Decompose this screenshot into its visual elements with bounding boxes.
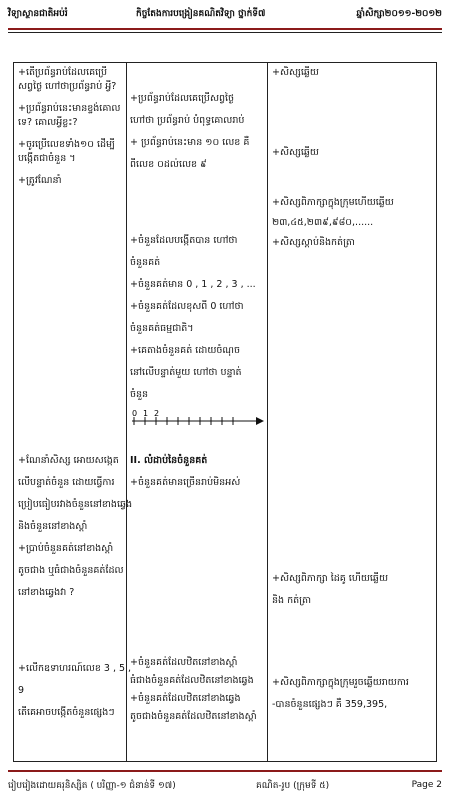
content-line: +ចំនួនគត់ដែលឋិតនៅខាងឆ្វេង: [130, 693, 241, 704]
page-header: [8, 4, 442, 26]
content-line: +គេតាងចំនួនគត់ ដោយចំណុច: [130, 345, 241, 356]
content-line: +ចំនួនគត់ដែលឋិតនៅខាងស្តាំ: [130, 657, 238, 668]
student-line: ២៣,៤៥,២៣៩,៩៨០,......: [272, 217, 374, 228]
teacher-line: +តើប្រព័ន្ធរាប់ដែលគេប្រើ: [18, 67, 107, 78]
column-divider-1: [126, 63, 127, 761]
teacher-line: +ត្រូវណែនាំ: [18, 175, 62, 186]
teacher-line: 9: [18, 685, 25, 696]
content-line: + ប្រព័ន្ធរាប់នេះមាន ១០ លេខ គឺ: [130, 137, 250, 148]
content-line: នៅលើបន្ទាត់មួយ ហៅថា បន្ទាត់: [130, 367, 242, 378]
teacher-line: សព្វថ្ងៃ ហៅថាប្រព័ន្ធរាប់ អ្វី?: [18, 81, 117, 92]
number-line-arrow: [256, 417, 264, 425]
teacher-line: បង្កើតជាចំនួន ។: [18, 153, 76, 164]
content-line: ហៅថា ប្រព័ន្ធរាប់ បំពុទ្ធគោលរាប់: [130, 115, 245, 126]
teacher-line: +ណែនាំសិស្ស អោយសង្កេត: [18, 455, 119, 466]
teacher-line: +ចូរប្រើលេខទាំង១០ ដើម្បី: [18, 139, 115, 150]
content-line: +ចំនួនដែលបង្កើតបាន ហៅថា: [130, 235, 238, 246]
teacher-line: និងចំនួននៅខាងស្តាំ: [18, 521, 88, 532]
header-title: កិច្ចតែងការបង្រៀនគណិតវិទ្យា ថ្នាក់ទី៧: [136, 9, 266, 19]
number-line-label-0: 0: [132, 409, 138, 418]
header-school-year: ឆ្នាំសិក្សា២០១១-២០១២: [356, 9, 442, 19]
student-line: +សិស្សឆ្លើយ: [272, 67, 319, 78]
teacher-line: +លើកឧទាហរណ៍លេខ 3 , 5 ,: [18, 663, 132, 674]
content-line: ចំនួនគត់: [130, 257, 161, 268]
teacher-line: តូចជាង ឬធំជាងចំនួនគត់ដែល: [18, 565, 124, 576]
footer-rule-thick: [8, 770, 442, 772]
teacher-line: លើបន្ទាត់ចំនួន ដោយធ្វើការ: [18, 477, 115, 488]
section-heading: II. លំដាប់នៃចំនួនគត់: [130, 455, 208, 466]
content-line: +ចំនួនគត់មានច្រើនរាប់មិនអស់: [130, 477, 241, 488]
student-line: +សិស្សស្តាប់និងកត់ត្រា: [272, 237, 355, 248]
number-line-label-2: 2: [154, 409, 160, 418]
footer-page-number: Page 2: [411, 780, 442, 790]
student-line: +សិស្សឆ្លើយ: [272, 147, 319, 158]
lesson-table: [13, 62, 437, 762]
content-line: ចំនួនគត់ធម្មជាតិ។: [130, 323, 194, 334]
header-institute: វិទ្យាស្ថានជាតិអប់រំ: [8, 9, 68, 19]
number-line-label-1: 1: [143, 409, 149, 418]
student-line: និង កត់ត្រា: [272, 595, 312, 606]
teacher-line: ទេ? គោលអ្វីខ្លះ?: [18, 117, 78, 128]
teacher-line: នៅខាងឆ្វេងវា ?: [18, 587, 75, 598]
footer-group: គណិត-រូប (ក្រុមទី ៥): [256, 781, 330, 791]
column-divider-2: [267, 63, 268, 761]
content-line: ធំជាងចំនួនគត់ដែលឋិតនៅខាងឆ្វេង: [130, 675, 254, 686]
student-line: +សិស្សពិភាក្សាក្នុងក្រុមហើយឆ្លើយ: [272, 197, 394, 208]
content-line: តូចជាងចំនួនគត់ដែលឋិតនៅខាងស្តាំ: [130, 711, 257, 722]
teacher-line: ប្រៀបធៀបរវាងចំនួននៅខាងឆ្វេង: [18, 499, 133, 510]
content-line: ចំនួន: [130, 389, 149, 400]
header-rule-thin: [8, 32, 442, 33]
content-line: +ចំនួនគត់ដែលខុសពី 0 ហៅថា: [130, 301, 244, 312]
teacher-line: +ប្រាប់ចំនួនគត់នៅខាងស្តាំ: [18, 543, 114, 554]
student-line: +សិស្សពិភាក្សា ដៃគូ ហើយឆ្លើយ: [272, 573, 389, 584]
student-line: +សិស្សពិភាក្សាក្នុងក្រុមរួចឆ្លើយរាយការ: [272, 677, 409, 688]
header-rule-thick: [8, 28, 442, 30]
student-line: -បានចំនួនផ្សេងៗ គឺ 359,395,: [272, 699, 388, 710]
teacher-line: +ប្រព័ន្ធរាប់នេះមានខ្ទង់គោល: [18, 103, 121, 114]
content-line: +ប្រព័ន្ធរាប់ដែលគេប្រើសព្វថ្ងៃ: [130, 93, 235, 104]
content-line: ពីលេខ ០ដល់លេខ ៩: [130, 159, 207, 170]
number-line: [130, 407, 266, 433]
teacher-line: តើគេអាចបង្កើតចំនួនផ្សេងៗ: [18, 707, 115, 718]
content-line: +ចំនួនគត់មាន 0 , 1 , 2 , 3 , ...: [130, 279, 256, 290]
footer-author: រៀបរៀងដោយគរុនិស្សិត ( បរិញ្ញា-១ ជំនាន់ទី ១៧): [8, 781, 176, 791]
